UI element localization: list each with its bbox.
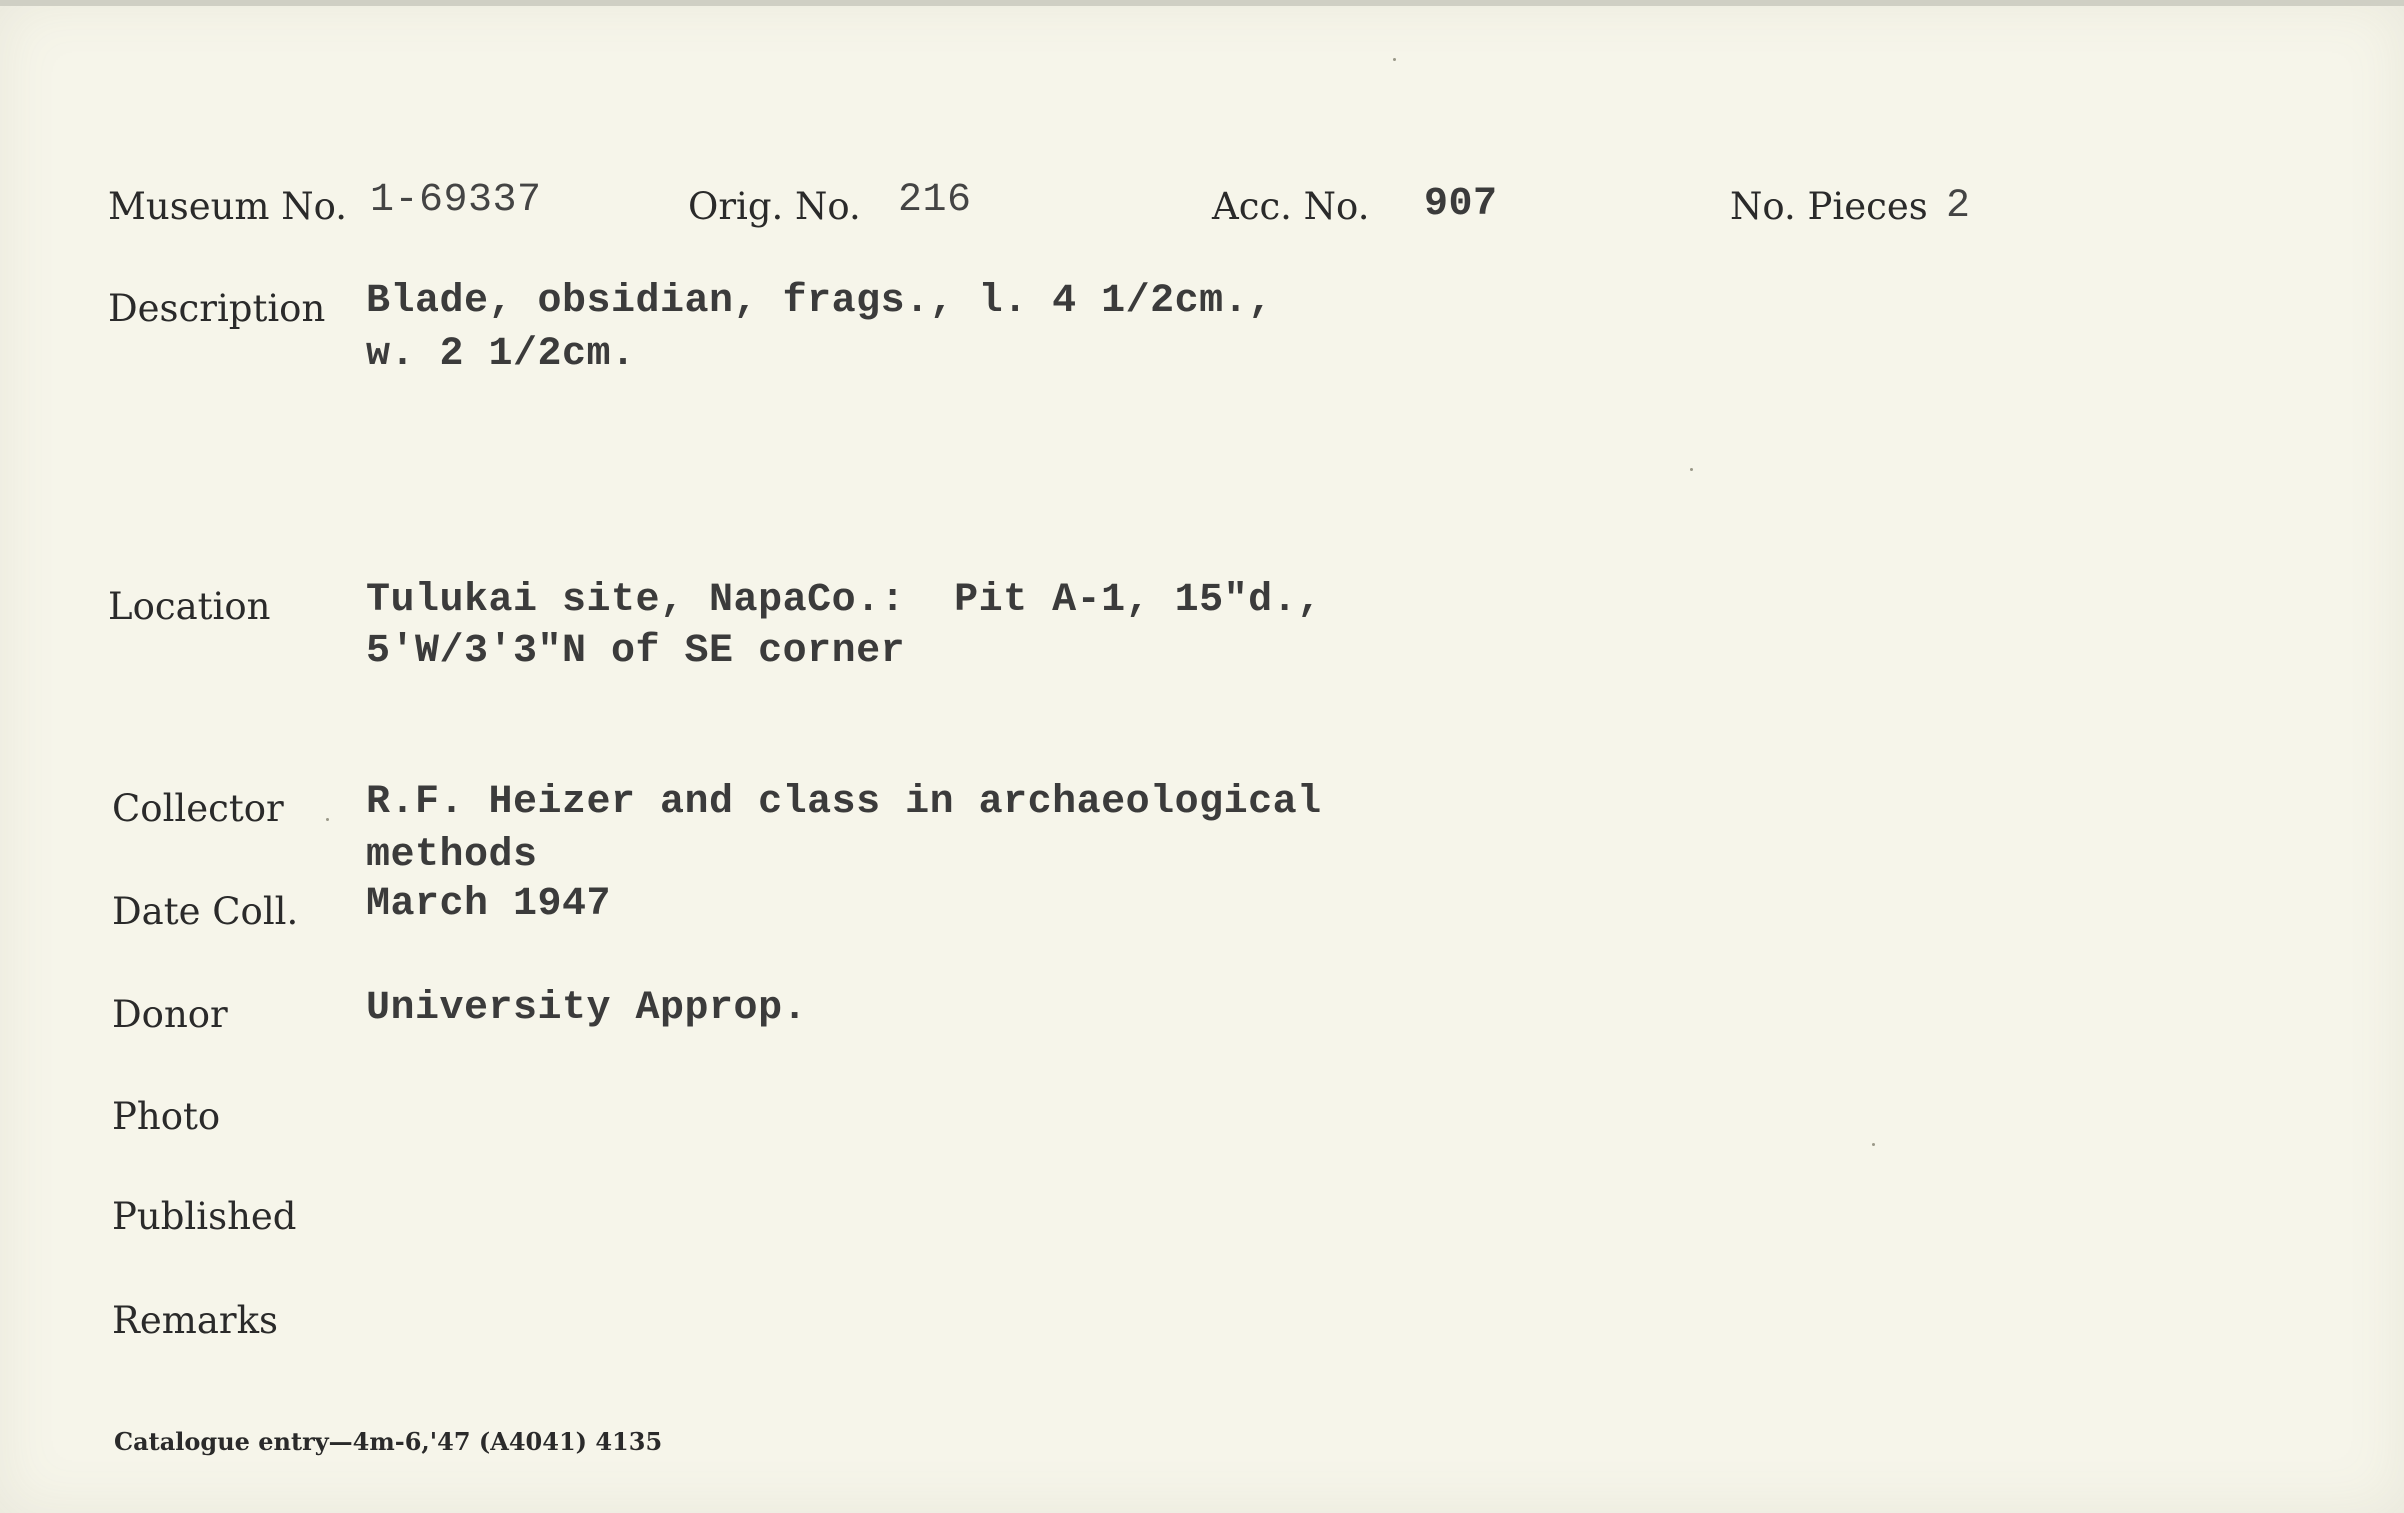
location-line-2: 5'W/3'3"N of SE corner	[366, 629, 906, 674]
museum-no-value: 1-69337	[370, 178, 542, 223]
orig-no-value: 216	[898, 178, 972, 223]
acc-no-label: Acc. No.	[1212, 185, 1370, 228]
collector-line-1: R.F. Heizer and class in archaeological	[366, 780, 1322, 825]
catalogue-footer: Catalogue entry—4m-6,'47 (A4041) 4135	[114, 1427, 663, 1456]
location-line-1: Tulukai site, NapaCo.: Pit A-1, 15"d.,	[366, 578, 1322, 623]
card-top-edge	[0, 0, 2404, 6]
donor-label: Donor	[112, 993, 228, 1036]
description-line-2: w. 2 1/2cm.	[366, 332, 636, 377]
remarks-label: Remarks	[112, 1299, 278, 1342]
published-label: Published	[112, 1195, 297, 1238]
paper-speck	[1690, 468, 1693, 471]
description-label: Description	[108, 287, 326, 330]
acc-no-value: 907	[1424, 182, 1498, 227]
date-coll-label: Date Coll.	[112, 890, 299, 933]
location-label: Location	[108, 585, 271, 628]
description-line-1: Blade, obsidian, frags., l. 4 1/2cm.,	[366, 279, 1273, 324]
paper-speck	[1393, 58, 1396, 61]
photo-label: Photo	[112, 1095, 221, 1138]
collector-label: Collector	[112, 787, 284, 830]
paper-speck	[326, 818, 329, 821]
paper-speck	[1872, 1143, 1875, 1146]
collector-line-2: methods	[366, 833, 538, 878]
museum-no-label: Museum No.	[108, 185, 348, 228]
no-pieces-value: 2	[1946, 184, 1971, 229]
donor-value: University Approp.	[366, 986, 808, 1031]
date-coll-value: March 1947	[366, 882, 612, 927]
orig-no-label: Orig. No.	[688, 185, 861, 228]
no-pieces-label: No. Pieces	[1730, 185, 1928, 228]
